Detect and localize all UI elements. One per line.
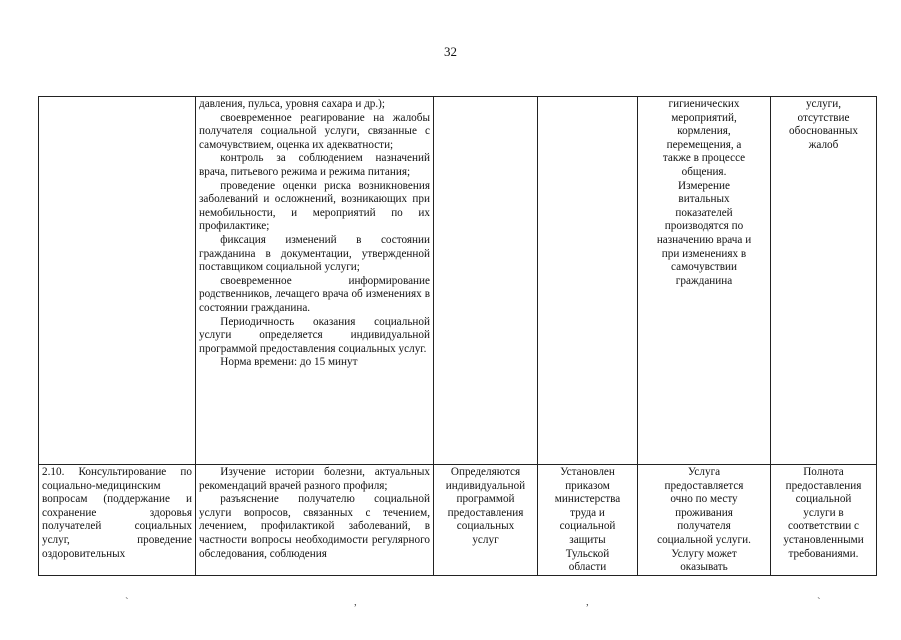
table-row-continued <box>39 97 877 465</box>
footer-mark: , <box>586 596 589 608</box>
table-row-2-10 <box>39 465 877 576</box>
content-paragraph: фиксация изменений в состоянии гражданина в документации, утвержденной поставщиком социальной услуги; <box>199 233 430 274</box>
content-paragraph: Периодичность оказания социальной услуги определяется индивидуальной программой предоставления социальных услуг. <box>199 315 430 355</box>
footer-mark: , <box>354 596 357 608</box>
content-paragraph: проведение оценки риска возникновения заболеваний и осложнений, возникающих при немобильности, и мероприятий по их профилактике; <box>199 179 430 233</box>
time-norm-cell <box>538 465 638 576</box>
services-table <box>38 96 877 576</box>
volume-cell <box>434 97 538 465</box>
conditions-text: Услуга предоставляется очно по месту проживания получателя социальной услуги. Услугу может оказывать <box>657 466 751 574</box>
conditions-cell <box>638 465 771 576</box>
footer-mark: ` <box>817 596 821 608</box>
conditions-text: гигиенических мероприятий, кормления, перемещения, а также в процессе общения. Измерение витальных показателей производятся по назначению врача и при изменениях в самочувствии гражданина <box>656 98 752 287</box>
volume-text: Определяются индивидуальной программой предоставления социальных услуг <box>445 466 526 546</box>
content-paragraph: Норма времени: до 15 минут <box>220 356 358 369</box>
time-norm-cell <box>538 97 638 465</box>
content-paragraph: контроль за соблюдением назначений врача, питьевого режима и режима питания; <box>199 152 430 178</box>
footer-mark: ` <box>125 596 129 608</box>
volume-cell <box>434 465 538 576</box>
content-paragraph: Изучение истории болезни, актуальных рекомендаций врачей разного профиля; <box>199 466 430 492</box>
quality-text: услуги, отсутствие обоснованных жалоб <box>789 98 858 151</box>
service-content-cell <box>196 465 434 576</box>
service-name-cell <box>39 465 196 576</box>
content-paragraph: разъяснение получателю социальной услуги вопросов, связанных с течением, лечением, профилактикой заболеваний, в частности вопросы необходимости регулярного обследования, соблюдения <box>199 493 430 560</box>
quality-cell <box>771 97 877 465</box>
conditions-cell <box>638 97 771 465</box>
service-name-text: 2.10. Консультирование по социально-медицинским вопросам (поддержание и сохранение здоровья получателей социальных услуг, проведение оздоровительных <box>42 466 192 560</box>
content-paragraph: своевременное информирование родственников, лечащего врача об изменениях в состоянии гражданина. <box>199 274 430 314</box>
page-number: 32 <box>444 44 457 59</box>
quality-cell <box>771 465 877 576</box>
time-norm-text: Установлен приказом министерства труда и социальной защиты Тульской области <box>554 466 621 574</box>
content-paragraph: своевременное реагирование на жалобы получателя социальной услуги, связанные с самочувствием, оценка их адекватности; <box>199 111 430 151</box>
service-content-cell <box>196 97 434 465</box>
service-name-cell <box>39 97 196 465</box>
quality-text: Полнота предоставления социальной услуги в соответствии с установленными требованиями. <box>783 466 864 560</box>
content-paragraph: давления, пульса, уровня сахара и др.); <box>199 98 386 110</box>
